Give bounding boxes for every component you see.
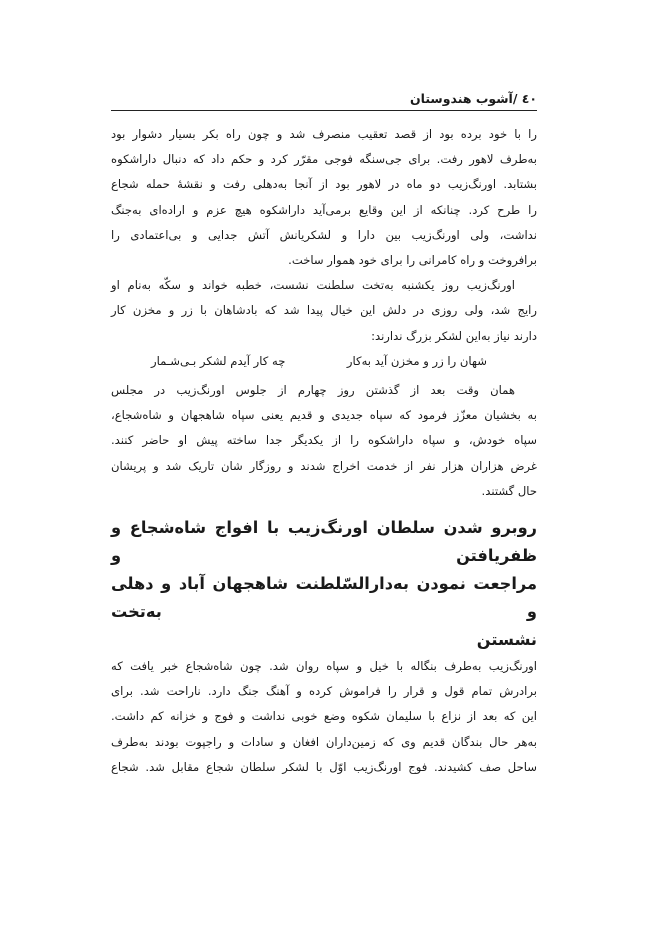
page-body <box>111 122 537 780</box>
verse-hemistich-1: شهان را زر و مخزن آید به‌کار <box>346 353 487 368</box>
heading-line: نشستن <box>476 630 537 650</box>
text-line: به بخشیان معزّز فرمود که سپاه جدیدی و قدیم یعنی سپاه شاهجهان و شاه‌شجاع، <box>111 408 537 423</box>
verse-couplet <box>111 349 537 374</box>
verse-hemistich-2: چه کار آیدم لشکر بـی‌شـمار <box>151 353 286 368</box>
text-line: دارند نیاز به‌این لشکر بزرگ ندارند: <box>371 328 537 343</box>
text-line: این که بعد از نزاع با سلیمان شکوه وضع خوبی نداشت و فوج و خزانه کم داشت. <box>111 709 537 724</box>
paragraph-1 <box>111 122 537 273</box>
heading-line: مراجعت نمودن به‌دارالسّلطنت شاهجهان آباد و دهلی و به‌تخت <box>111 574 537 622</box>
text-line: را با خود برده بود از قصد تعقیب منصرف شد و چون راه بکر بسیار دشوار بود <box>111 127 537 141</box>
text-line: بشتابد. اورنگ‌زیب دو ماه در لاهور بود از آنجا به‌دهلی رفت و نقشهٔ حمله شجاع <box>111 177 537 192</box>
text-line: برادرش تمام قول و قرار را فراموش کرده و آهنگ جنگ دارد. ناراحت شد. برای <box>111 684 537 699</box>
text-line: را طرح کرد. چنانکه از این وقایع برمی‌آید داراشکوه هیچ عزم و اراده‌ای به‌جنگ <box>111 202 537 217</box>
paragraph-2 <box>111 273 537 349</box>
text-line: حال گشتند. <box>481 483 537 498</box>
text-line: نداشت، ولی اورنگ‌زیب بین دارا و لشکریانش آتش جدایی و بی‌اعتمادی را <box>111 227 537 242</box>
text-line: به‌هر حال بندگان قدیم وی که زمین‌داران افغان و سادات و راجپوت بودند به‌طرف <box>111 734 537 749</box>
section-heading <box>111 514 537 654</box>
text-line: ساحل صف کشیدند. فوج اورنگ‌زیب اوّل با لشکر سلطان شجاع مقابل شد. شجاع <box>111 759 537 774</box>
text-line: به‌طرف لاهور رفت. برای جی‌سنگه فوجی مقرّر کرد و حکم داد که دنبال داراشکوه <box>111 152 537 167</box>
text-line: اورنگ‌زیب به‌طرف بنگاله با خیل و سپاه روان شد. چون شاه‌شجاع خبر یافت که <box>111 659 537 674</box>
heading-line: روبرو شدن سلطان اورنگ‌زیب با افواج شاه‌شجاع و ظفریافتن و <box>111 518 537 566</box>
text-line: سپاه خودش، و سپاه داراشکوه را از یکدیگر جدا ساخته پیش او حاضر کنند. <box>111 433 537 448</box>
running-header <box>111 90 537 111</box>
text-line: همان وقت بعد از گذشتن روز چهارم از جلوس اورنگ‌زیب در مجلس <box>111 383 515 398</box>
paragraph-3 <box>111 378 537 504</box>
text-line: برافروخت و راه کامرانی را برای خود هموار ساخت. <box>288 253 537 268</box>
text-line: اورنگ‌زیب روز یکشنبه به‌تخت سلطنت نشست، خطبه خواند و سکّه به‌نام او <box>111 278 515 293</box>
text-line: غرض هزاران هزار نفر از خدمت اخراج شدند و روزگار شان تاریک شد و پریشان <box>111 458 537 473</box>
paragraph-4 <box>111 654 537 780</box>
text-line: رایج شد، ولی روزی در دلش این خیال پیدا شد که بادشاهان با زر و مخزن کار <box>111 303 537 318</box>
running-title: ٤٠ /آشوب هندوستان <box>409 91 537 106</box>
